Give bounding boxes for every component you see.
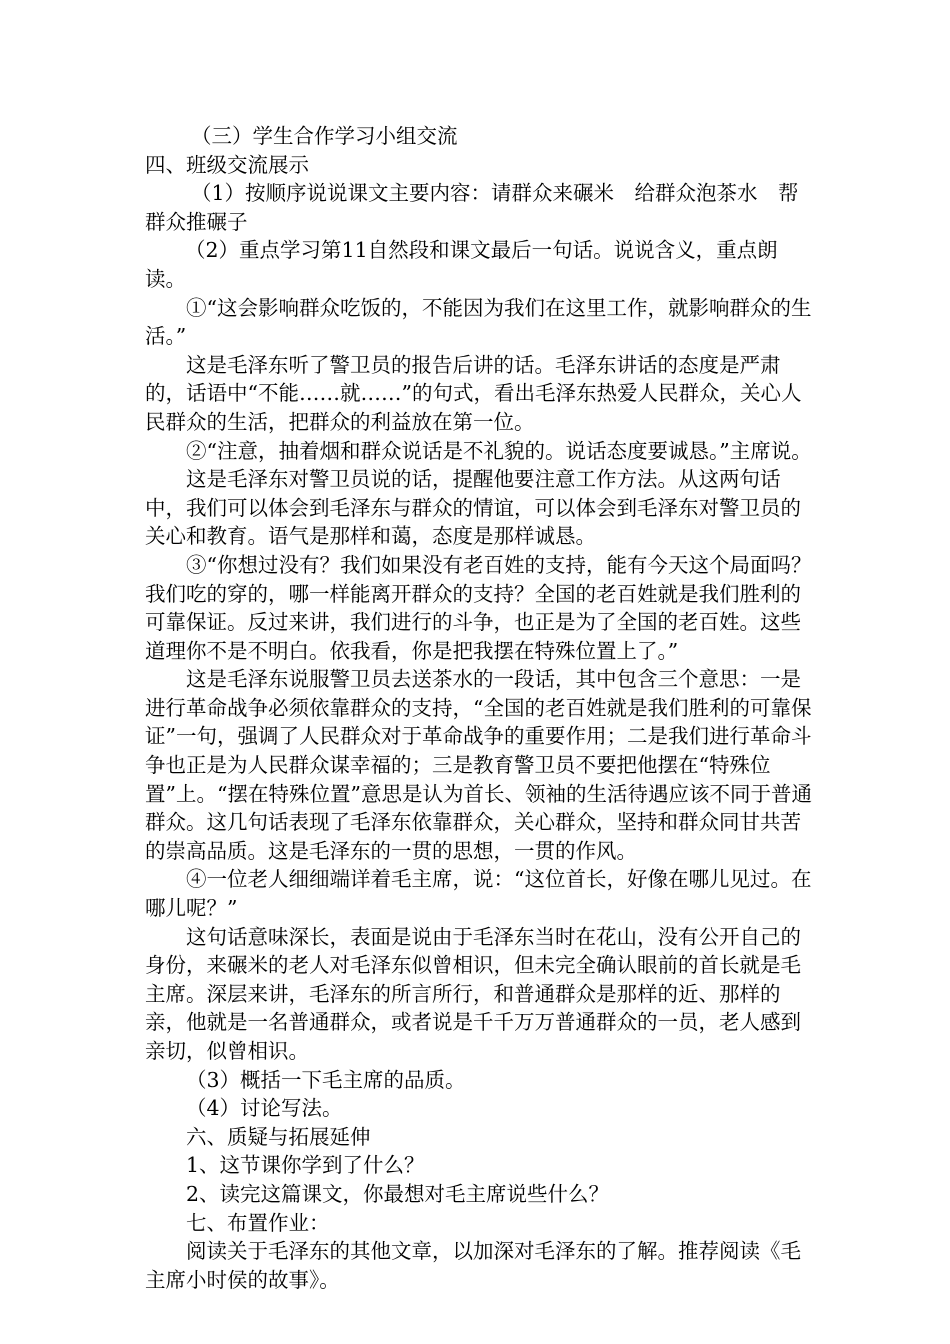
paragraph-key-study: （2）重点学习第11自然段和课文最后一句话。说说含义，重点朗读。 [145,238,778,291]
item-discuss-writing: （4）讨论写法。 [186,1096,343,1121]
analysis-4: 这句话意味深长，表面是说由于毛泽东当时在花山，没有公开自己的身份，来碾米的老人对毛泽东似曾相识，但未完全确认眼前的首长就是毛主席。深层来讲，毛泽东的所言所行，和普通群众是那样的近、那样的亲，他就是一名普通群众，或者说是千千万万普通群众的一员，老人感到亲切，似曾相识。 [145,924,801,1063]
quote-4: ④一位老人细细端详着毛主席，说：“这位首长，好像在哪儿见过。在哪儿呢？” [145,867,812,921]
question-2: 2、读完这篇课文，你最想对毛主席说些什么？ [186,1181,610,1206]
analysis-1: 这是毛泽东听了警卫员的报告后讲的话。毛泽东讲话的态度是严肃的，话语中“不能……就……”的句式，看出毛泽东热爱人民群众，关心人民群众的生活，把群众的利益放在第一位。 [145,352,802,434]
paragraph-main-content: （1）按顺序说说课文主要内容：请群众来碾米 给群众泡茶水 帮群众推碾子 [145,181,799,234]
section-heading-homework: 七、布置作业： [186,1210,330,1235]
quote-1: ①“这会影响群众吃饭的，不能因为我们在这里工作，就影响群众的生活。” [145,295,812,349]
quote-3: ③“你想过没有？我们如果没有老百姓的支持，能有今天这个局面吗？我们吃的穿的，哪一样能离开群众的支持？全国的老百姓就是我们胜利的可靠保证。反过来讲，我们进行的斗争，也正是为了全国的老百姓。这些道理你不是不明白。依我看，你是把我摆在特殊位置上了。” [145,552,812,663]
homework-text: 阅读关于毛泽东的其他文章，以加深对毛泽东的了解。推荐阅读《毛主席小时侯的故事》。 [145,1239,801,1292]
question-1: 1、这节课你学到了什么？ [186,1153,425,1178]
section-heading-class-presentation: 四、班级交流展示 [145,152,309,177]
section-heading-questions: 六、质疑与拓展延伸 [186,1124,371,1149]
analysis-2: 这是毛泽东对警卫员说的话，提醒他要注意工作方法。从这两句话中，我们可以体会到毛泽东与群众的情谊，可以体会到毛泽东对警卫员的关心和教育。语气是那样和蔼，态度是那样诚恳。 [145,467,801,549]
analysis-3: 这是毛泽东说服警卫员去送茶水的一段话，其中包含三个意思：一是进行革命战争必须依靠群众的支持，“全国的老百姓就是我们胜利的可靠保证”一句，强调了人民群众对于革命战争的重要作用；二是我们进行革命斗争也正是为人民群众谋幸福的；三是教育警卫员不要把他摆在“特殊位置”上。“摆在特殊位置”意思是认为首长、领袖的生活待遇应该不同于普通群众。这几句话表现了毛泽东依靠群众，关心群众，坚持和群众同甘共苦的崇高品质。这是毛泽东的一贯的思想，一贯的作风。 [145,667,812,863]
item-summarize-qualities: （3）概括一下毛主席的品质。 [186,1067,466,1092]
quote-2: ②“注意，抽着烟和群众说话是不礼貌的。说话态度要诚恳。”主席说。 [186,438,812,463]
subsection-heading-group-discussion: （三）学生合作学习小组交流 [191,124,458,148]
document-body [145,122,815,1294]
